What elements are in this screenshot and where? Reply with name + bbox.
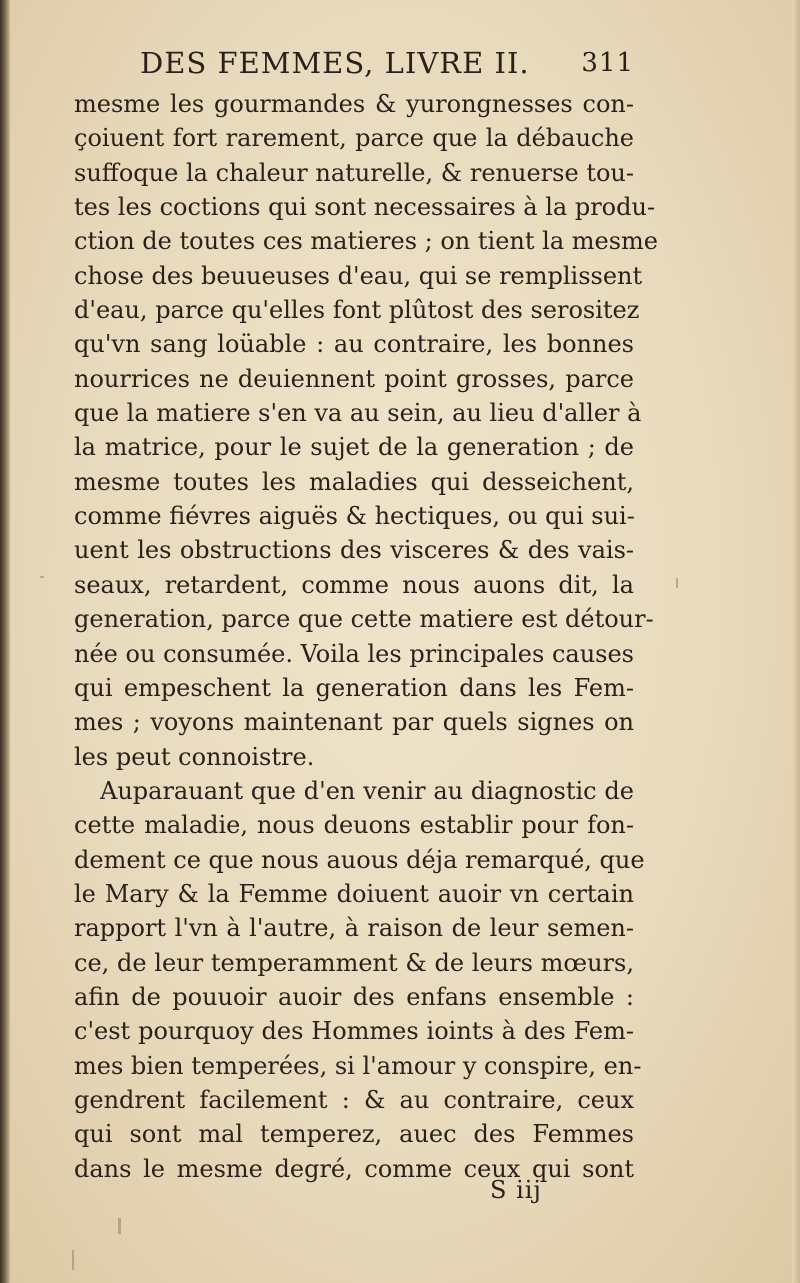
text-line: dans le mesme degré, comme ceux qui sont (74, 1154, 634, 1183)
paragraph-start-line: Auparauant que d'en venir au diagnostic de (100, 776, 634, 805)
text-line: mesme les gourmandes & yurongnesses con- (74, 90, 634, 118)
paper-blemish (40, 576, 44, 578)
text-line: qui empeschent la generation dans les Fem- (74, 673, 634, 702)
text-line: c'est pourquoy des Hommes ioints à des Fem- (74, 1017, 634, 1046)
text-line: cette maladie, nous deuons establir pour fon- (74, 811, 634, 840)
text-line: nourrices ne deuiennent point grosses, parce (74, 364, 634, 393)
text-line: les peut connoistre. (74, 742, 315, 771)
text-line: comme fiévres aiguës & hectiques, ou qui sui- (74, 502, 635, 531)
text-line: dement ce que nous auous déja remarqué, que (74, 845, 645, 874)
text-line: seaux, retardent, comme nous auons dit, la (74, 570, 634, 599)
page-right-edge (792, 0, 800, 1283)
text-line: generation, parce que cette matiere est détour- (74, 605, 654, 634)
text-line: mes bien temperées, si l'amour y conspire, en- (74, 1051, 642, 1080)
text-line: gendrent facilement : & au contraire, ceux (74, 1085, 634, 1114)
text-line: suffoque la chaleur naturelle, & renuerse tou- (74, 158, 634, 187)
paper-blemish (72, 1250, 74, 1270)
text-line: tes les coctions qui sont necessaires à la produ- (74, 193, 656, 222)
text-line: rapport l'vn à l'autre, à raison de leur semen- (74, 914, 634, 943)
text-line: afin de pouuoir auoir des enfans ensemble : (74, 982, 634, 1011)
text-line: chose des beuueuses d'eau, qui se remplissent (74, 261, 643, 290)
paper-blemish (676, 578, 678, 588)
text-line: uent les obstructions des visceres & des vais- (74, 536, 634, 565)
page-spine-edge (0, 0, 10, 1283)
running-title: DES FEMMES, LIVRE II. (140, 46, 530, 80)
text-line: la matrice, pour le sujet de la generation ; de (74, 433, 634, 462)
text-line: mesme toutes les maladies qui desseichent, (74, 467, 634, 496)
text-line: que la matiere s'en va au sein, au lieu d'aller à (74, 399, 642, 428)
body-text (74, 87, 658, 1186)
text-line: née ou consumée. Voila les principales causes (74, 639, 634, 668)
text-line: mes ; voyons maintenant par quels signes on (74, 708, 634, 737)
text-line: qu'vn sang loüable : au contraire, les bonnes (74, 330, 634, 359)
text-line: le Mary & la Femme doiuent auoir vn certain (74, 879, 634, 908)
text-line: qui sont mal temperez, auec des Femmes (74, 1120, 634, 1149)
signature-mark: S iij (490, 1176, 542, 1204)
paper-blemish (118, 1218, 121, 1234)
running-header (140, 46, 634, 86)
text-line: ction de toutes ces matieres ; on tient la mesme (74, 227, 658, 256)
text-line: çoiuent fort rarement, parce que la débauche (74, 124, 634, 153)
page-number: 311 (581, 48, 634, 78)
text-line: ce, de leur temperamment & de leurs mœurs, (74, 948, 634, 977)
text-line: d'eau, parce qu'elles font plûtost des serositez (74, 296, 640, 325)
